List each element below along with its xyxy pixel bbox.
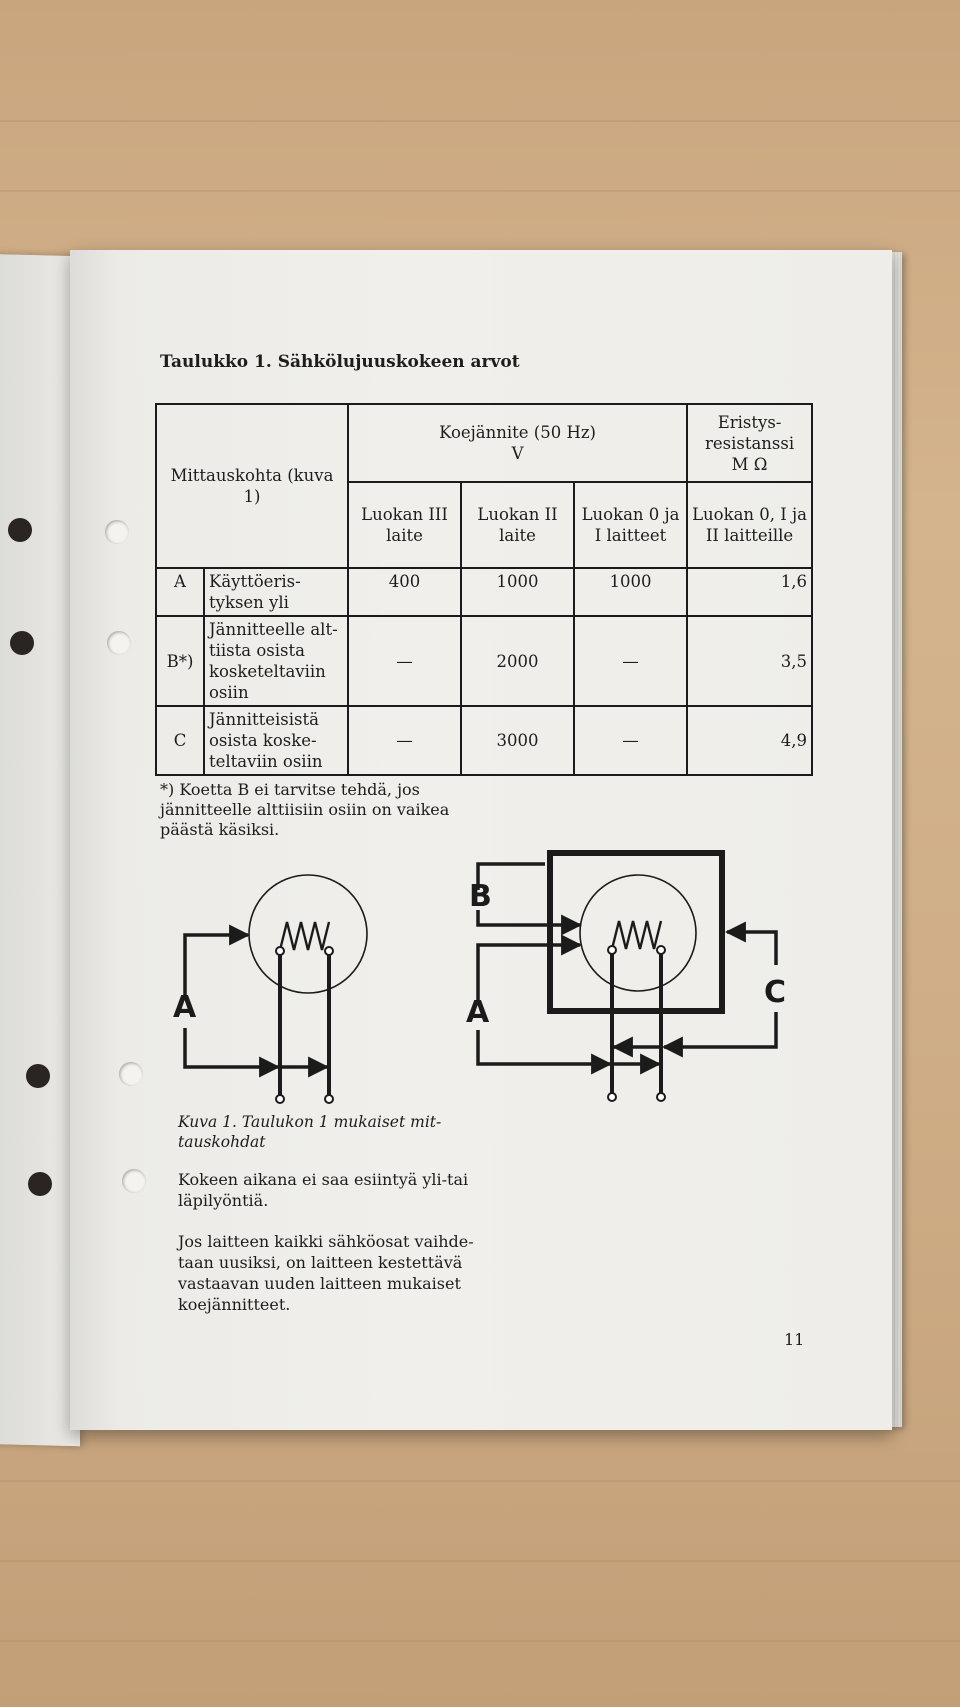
row-id: C <box>156 706 204 775</box>
terminal-dot <box>657 946 665 954</box>
row-class-0-1-value: 1000 <box>574 568 687 616</box>
terminal-dot <box>608 946 616 954</box>
row-class-3-value: 400 <box>348 568 461 616</box>
row-description: Jännitteisistä osista koske-teltaviin osiin <box>204 706 348 775</box>
terminal-dot <box>608 1093 616 1101</box>
insulation-label: Eristys-resistanssi <box>704 412 795 453</box>
probe-wire-a <box>478 945 580 1000</box>
row-class-0-1-value: — <box>574 616 687 706</box>
probe-wire-a <box>185 1028 278 1067</box>
probe-wire-b <box>478 910 580 925</box>
terminal-dot <box>276 947 284 955</box>
row-id: A <box>156 568 204 616</box>
header-class-3: Luokan III laite <box>348 482 461 568</box>
row-class-3-value: — <box>348 706 461 775</box>
terminal-dot <box>276 1095 284 1103</box>
table-title: Taulukko 1. Sähkölujuuskokeen arvot <box>160 352 520 372</box>
paragraph-1: Kokeen aikana ei saa esiintyä yli-tai läpilyöntiä. <box>178 1170 469 1210</box>
page-number: 11 <box>784 1330 805 1349</box>
test-voltage-unit: V <box>511 444 524 463</box>
label-b: B <box>469 879 492 914</box>
terminal-dot <box>325 947 333 955</box>
row-class-2-value: 2000 <box>461 616 574 706</box>
heating-element <box>612 921 661 949</box>
row-class-0-1-value: — <box>574 706 687 775</box>
row-resistance-value: 4,9 <box>687 706 812 775</box>
row-resistance-value: 3,5 <box>687 616 812 706</box>
test-voltage-label: Koejännite (50 Hz) <box>439 423 596 442</box>
row-class-2-value: 3000 <box>461 706 574 775</box>
figure-caption: Kuva 1. Taulukon 1 mukaiset mit-tauskohdat <box>178 1113 442 1151</box>
device-circle <box>580 875 696 991</box>
table-footnote: *) Koetta B ei tarvitse tehdä, jos jännitteelle alttiisiin osiin on vaikea päästä käsiksi. <box>160 780 450 839</box>
row-class-3-value: — <box>348 616 461 706</box>
label-c: C <box>764 975 787 1010</box>
header-measure-point: Mittauskohta (kuva 1) <box>156 404 348 568</box>
insulation-unit: M Ω <box>731 454 768 474</box>
probe-wire-a <box>478 1030 610 1064</box>
left-circuit <box>173 875 367 1103</box>
probe-wire-c <box>664 1012 776 1047</box>
label-a-right: A <box>466 995 490 1030</box>
paragraph-2: Jos laitteen kaikki sähköosat vaihde-taan uusiksi, on laitteen kestettävä vastaavan uuden laitteen mukaiset koejännitteet. <box>178 1232 474 1314</box>
label-a-left: A <box>173 990 197 1025</box>
header-class-2: Luokan II laite <box>461 482 574 568</box>
right-circuit <box>466 853 786 1101</box>
header-class-0-1: Luokan 0 ja I laitteet <box>574 482 687 568</box>
probe-wire-c <box>727 932 776 965</box>
row-id: B*) <box>156 616 204 706</box>
row-resistance-value: 1,6 <box>687 568 812 616</box>
row-description: Jännitteelle alt-tiista osista kosketeltaviin osiin <box>204 616 348 706</box>
device-circle <box>249 875 367 993</box>
row-description: Käyttöeris-tyksen yli <box>204 568 348 616</box>
terminal-dot <box>657 1093 665 1101</box>
row-class-2-value: 1000 <box>461 568 574 616</box>
heating-element <box>280 922 329 950</box>
terminal-dot <box>325 1095 333 1103</box>
header-insulation-classes: Luokan 0, I ja II laitteille <box>687 482 812 568</box>
